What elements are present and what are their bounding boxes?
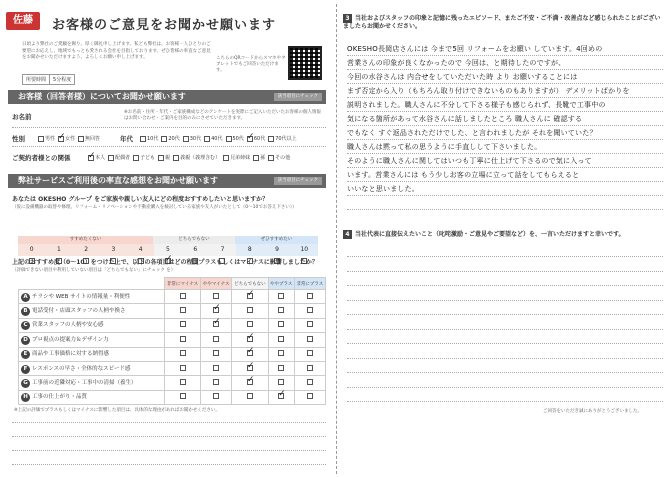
rating-checkbox[interactable] — [278, 379, 284, 385]
ruled-line — [347, 125, 663, 126]
item-label: チラシや WEB サイトの情報量・利便性 — [32, 293, 131, 300]
rating-checkbox[interactable] — [180, 379, 186, 385]
rating-cell — [294, 376, 325, 390]
rating-cell — [201, 347, 232, 361]
right-page — [336, 4, 666, 474]
rating-cell — [268, 318, 294, 332]
qr-code-icon[interactable] — [288, 46, 322, 80]
rating-checkbox[interactable] — [180, 393, 186, 399]
rating-table — [18, 277, 326, 405]
rating-cell — [232, 376, 268, 390]
q4-ruled-line[interactable] — [347, 401, 663, 402]
gender-option[interactable]: 男性 — [38, 135, 55, 142]
rating-cell — [232, 347, 268, 361]
section1-title: お客様（回答者様）についてお聞かせ願います — [18, 92, 186, 101]
relation-option[interactable]: ✓ 本人 — [88, 154, 105, 161]
rating-checkbox[interactable] — [307, 293, 313, 299]
time-label: 所要時間 — [26, 77, 47, 83]
rating-checkbox[interactable] — [247, 393, 253, 399]
rating-cell — [165, 347, 201, 361]
checkbox[interactable] — [268, 136, 274, 142]
checkbox[interactable] — [253, 155, 259, 161]
relation-option[interactable]: その他 — [268, 154, 290, 161]
rating-cell — [165, 333, 201, 347]
ruled-line — [347, 153, 663, 154]
checkbox[interactable] — [226, 136, 232, 142]
ruled-line — [347, 139, 663, 140]
rating-header: 非常にマイナス — [165, 278, 201, 290]
rating-cell — [201, 290, 232, 304]
checkbox[interactable] — [173, 155, 179, 161]
ruled-line — [347, 69, 663, 70]
rating-checkbox[interactable] — [307, 365, 313, 371]
rating-checkbox[interactable] — [180, 365, 186, 371]
scale-labels — [18, 236, 318, 244]
time-value: 5分程度 — [49, 75, 74, 84]
item-label: 工事の仕上がり・品質 — [32, 394, 88, 401]
scale-number: 8 — [236, 244, 263, 256]
rating-checkbox[interactable] — [247, 350, 253, 356]
answer-text-line: いいなと思いました。 — [347, 185, 419, 193]
rating-cell — [268, 390, 294, 404]
question-1-text: あなたは OKESHO グループ をご家族や親しい友人にどの程度おすすめしたいと思いますか？ — [12, 196, 269, 203]
rating-cell — [294, 390, 325, 404]
checkbox[interactable] — [204, 136, 210, 142]
rating-checkbox[interactable] — [278, 321, 284, 327]
rating-cell — [165, 304, 201, 318]
relation-option[interactable]: 義親（義理含む） — [173, 154, 220, 161]
age-option[interactable]: 70代以上 — [268, 135, 296, 142]
rating-header: ややプラス — [268, 278, 294, 290]
rating-checkbox[interactable] — [213, 321, 219, 327]
rating-checkbox[interactable] — [213, 336, 219, 342]
checkbox[interactable] — [133, 155, 139, 161]
rating-cell — [165, 318, 201, 332]
item-label: 電話受付・店頭スタッフの人柄や換さ — [32, 308, 126, 315]
answer-text-line: まず否定から入り（もちろん取り付けできないものもありますが） デメリットばかりを — [347, 87, 630, 95]
question-2-text: 上記のおすすめ度（0〜10）をつけた上で、以下の各項目はどの程度プラスもしくはマイナスに影響しましたか？ — [12, 259, 318, 266]
rating-checkbox[interactable] — [307, 307, 313, 313]
rating-cell — [268, 333, 294, 347]
scale-number: 3 — [100, 244, 127, 256]
relation-option[interactable]: 兄弟姉妹 — [223, 154, 250, 161]
rating-header: ややマイナス — [201, 278, 232, 290]
rating-checkbox[interactable] — [278, 393, 284, 399]
rating-checkbox[interactable] — [180, 336, 186, 342]
q4-ruled-line[interactable] — [347, 329, 663, 330]
intro-text: 日頃より弊社のご愛顧を賜り、厚く御礼申し上げます。私ども弊社は、お客様一人ひとりのご要望にお応えし、地域でもっとも愛される会社を目指しております。ぜひ皆様の率直なご意見をお聞かせいただけますよう、よろしくお願い申し上げます。 — [22, 42, 211, 60]
table-row — [19, 376, 326, 390]
rating-cell — [294, 318, 325, 332]
question-3 — [343, 14, 661, 31]
question-1 — [12, 196, 324, 212]
rating-cell — [294, 333, 325, 347]
rating-checkbox[interactable] — [213, 350, 219, 356]
scale-number: 0 — [18, 244, 45, 256]
rating-header-row — [19, 278, 326, 290]
comment-line[interactable] — [12, 422, 326, 423]
item-letter: E — [21, 350, 30, 359]
rating-cell — [268, 304, 294, 318]
rating-item — [19, 361, 165, 375]
name-label: お名前 — [12, 113, 32, 121]
rating-item — [19, 347, 165, 361]
item-letter: G — [21, 379, 30, 388]
rating-checkbox[interactable] — [180, 307, 186, 313]
rating-cell — [201, 318, 232, 332]
rating-checkbox[interactable] — [213, 293, 219, 299]
rating-cell — [268, 347, 294, 361]
q4-ruled-line[interactable] — [347, 387, 663, 388]
question-1-sub: （仮に設備機器の取替や修理、リフォーム・リノベーションや不動産購入を検討している家族や友人がいたとして（0〜10でお答え下さい）） — [12, 205, 297, 210]
rating-cell — [232, 333, 268, 347]
rating-checkbox[interactable] — [307, 336, 313, 342]
scale-number: 1 — [45, 244, 72, 256]
scale-number: 9 — [263, 244, 290, 256]
rating-cell — [201, 333, 232, 347]
footnote: ※上記の評価でプラスもしくはマイナスに影響した項目は、具体的な理由があればお聞かせください。 — [14, 408, 220, 413]
rating-checkbox[interactable] — [247, 307, 253, 313]
q4-ruled-line[interactable] — [347, 300, 663, 301]
question-2-sub: （評価できない項目や利用していない項目は「どちらでもない」にチェック を） — [12, 268, 176, 273]
comment-line[interactable] — [12, 436, 326, 437]
rating-header: どちらでもない — [232, 278, 268, 290]
rating-header: 非常にプラス — [294, 278, 325, 290]
question-4-text: 当社代表に直接伝えたいこと（叱咤激励・ご意見やご要望など）を、一言いただけますと幸いです。 — [355, 231, 625, 238]
gender-options — [38, 135, 100, 142]
section2-header — [8, 174, 326, 188]
scale-number: 10 — [291, 244, 318, 256]
rating-cell — [232, 290, 268, 304]
ruled-line — [347, 209, 663, 210]
rating-body — [19, 290, 326, 405]
rating-checkbox[interactable] — [247, 336, 253, 342]
answer-text-line: そのように職人さんに関してはいつも丁寧に仕上げて下さるので気に入って — [347, 157, 592, 165]
item-label: レスポンスの早さ・全体的なスピード感 — [32, 365, 131, 372]
scale-number: 5 — [154, 244, 181, 256]
ruled-line — [347, 55, 663, 56]
age-label: 年代 — [120, 135, 133, 143]
rating-item — [19, 333, 165, 347]
name-stamp: 佐藤 — [6, 12, 40, 30]
relation-option[interactable]: 配偶者 — [108, 154, 130, 161]
qr-note: こちらのQRコードからスマホやタブレットでもご回答いただけます。 — [216, 56, 286, 73]
age-option[interactable]: 50代 — [226, 135, 244, 142]
q4-ruled-line[interactable] — [347, 358, 663, 359]
rating-item — [19, 376, 165, 390]
rating-cell — [232, 318, 268, 332]
rating-checkbox[interactable] — [247, 293, 253, 299]
rating-checkbox[interactable] — [307, 379, 313, 385]
item-letter: C — [21, 321, 30, 330]
answer-text-line: 気になる箇所があって水谷さんに話しましたところ 職人さんに 確認する — [347, 115, 583, 123]
rating-checkbox[interactable] — [213, 365, 219, 371]
rating-checkbox[interactable] — [278, 365, 284, 371]
checkbox[interactable] — [140, 136, 146, 142]
table-row — [19, 304, 326, 318]
scale-number: 6 — [182, 244, 209, 256]
rating-checkbox[interactable] — [247, 321, 253, 327]
rating-cell — [165, 361, 201, 375]
checkbox[interactable] — [88, 155, 94, 161]
ruled-line — [347, 167, 663, 168]
table-row — [19, 347, 326, 361]
thanks-note: ご回答をいただき誠にありがとうございました。 — [543, 409, 642, 414]
rating-cell — [268, 361, 294, 375]
table-row — [19, 318, 326, 332]
name-field[interactable] — [12, 127, 326, 128]
relation-option[interactable]: 孫 — [253, 154, 265, 161]
gender-label: 性別 — [12, 135, 25, 143]
rating-cell — [201, 390, 232, 404]
age-option[interactable]: 30代 — [183, 135, 201, 142]
rating-cell — [201, 376, 232, 390]
relation-label: ご契約者様との関係 — [12, 154, 71, 162]
q4-ruled-line[interactable] — [347, 271, 663, 272]
rating-cell — [165, 290, 201, 304]
rating-cell — [232, 361, 268, 375]
age-option[interactable]: 10代 — [140, 135, 158, 142]
relation-option[interactable]: 親 — [158, 154, 170, 161]
checkbox[interactable] — [58, 136, 64, 142]
scale-number: 4 — [127, 244, 154, 256]
section2-tag: 該当項目にチェック — [274, 177, 322, 185]
checkbox[interactable] — [108, 155, 114, 161]
answer-text-line: OKESHO長岡店さんには 今まで5回 リフォームをお願い しています。4回めの — [347, 45, 603, 53]
divider — [12, 146, 326, 147]
rating-checkbox[interactable] — [213, 393, 219, 399]
item-letter: A — [21, 293, 30, 302]
relation-option[interactable]: 子ども — [133, 154, 155, 161]
item-label: 営業スタッフの人柄や安心感 — [32, 322, 104, 329]
answer-text-line: でもなく すぐ返品されただけでした、と言われましたが それを聞いていた？ — [347, 129, 597, 137]
rating-item — [19, 390, 165, 404]
answer-text-line: 営業さんの印象が良くなかったので 今回は、と期待したのですが、 — [347, 59, 566, 67]
rating-item — [19, 318, 165, 332]
name-note: ※お名前・住所・年代・ご家族構成などのアンケートを実際にご記入いただいたお客様の個人情報はお問い合わせ・ご案内を目的のみにさせていただきます。 — [124, 110, 321, 121]
question-3-number: 3 — [343, 14, 352, 23]
ruled-line — [347, 111, 663, 112]
scale-label-neutral: どちらでもない — [153, 236, 235, 244]
gender-option[interactable]: ✓ 女性 — [58, 135, 75, 142]
time-box — [22, 74, 75, 85]
rating-cell — [201, 361, 232, 375]
rating-cell — [268, 290, 294, 304]
section2-title: 弊社サービスご利用後の率直な感想をお聞かせ願います — [18, 176, 218, 185]
page-title: お客様のご意見をお聞かせ願います — [52, 18, 277, 33]
table-row — [19, 390, 326, 404]
ruled-line — [347, 83, 663, 84]
checkbox[interactable] — [223, 155, 229, 161]
rating-checkbox[interactable] — [180, 321, 186, 327]
rating-cell — [232, 390, 268, 404]
table-row — [19, 333, 326, 347]
rating-checkbox[interactable] — [180, 350, 186, 356]
checkbox[interactable] — [247, 136, 253, 142]
section1-tag: 該当項目にチェック — [274, 93, 322, 101]
rating-checkbox[interactable] — [307, 350, 313, 356]
checkbox[interactable] — [38, 136, 44, 142]
item-letter: H — [21, 393, 30, 402]
rating-checkbox[interactable] — [180, 293, 186, 299]
rating-item — [19, 290, 165, 304]
rating-cell — [294, 361, 325, 375]
q4-ruled-line[interactable] — [347, 314, 663, 315]
rating-header-blank — [19, 278, 165, 290]
checkbox[interactable] — [78, 136, 84, 142]
rating-checkbox[interactable] — [278, 307, 284, 313]
item-letter: B — [21, 307, 30, 316]
scale-number: 7 — [209, 244, 236, 256]
checkbox[interactable] — [161, 136, 167, 142]
q4-ruled-line[interactable] — [347, 285, 663, 286]
scale-number: 2 — [73, 244, 100, 256]
scale-label-negative: すすめたくない — [18, 236, 153, 244]
question-2 — [12, 259, 324, 275]
comment-line[interactable] — [12, 450, 326, 451]
rating-checkbox[interactable] — [247, 365, 253, 371]
rating-checkbox[interactable] — [307, 393, 313, 399]
rating-checkbox[interactable] — [278, 350, 284, 356]
item-label: 商品や工事価格に対する納得感 — [32, 351, 110, 358]
answer-text-line: 今回の水谷さんは 内合せをしていただいた時 より お願いすることには — [347, 73, 578, 81]
ruled-line — [347, 97, 663, 98]
q4-ruled-line[interactable] — [347, 372, 663, 373]
rating-checkbox[interactable] — [278, 336, 284, 342]
table-row — [19, 290, 326, 304]
rating-checkbox[interactable] — [213, 307, 219, 313]
rating-cell — [165, 390, 201, 404]
answer-text-line: います。営業さんには もう少しお客の立場に立って話をしてもらえると — [347, 171, 580, 179]
rating-cell — [294, 290, 325, 304]
item-label: 工事前の近隣対応・工事中の清掃（養生） — [32, 380, 137, 387]
item-letter: F — [21, 365, 30, 374]
q4-ruled-line[interactable] — [347, 343, 663, 344]
scale-label-positive: ぜひすすめたい — [235, 236, 318, 244]
checkbox[interactable] — [158, 155, 164, 161]
rating-item — [19, 304, 165, 318]
age-option[interactable]: 20代 — [161, 135, 179, 142]
question-4-number: 4 — [343, 230, 352, 239]
rating-checkbox[interactable] — [247, 379, 253, 385]
relation-options — [88, 154, 290, 161]
rating-cell — [232, 304, 268, 318]
gender-option[interactable]: 無回答 — [78, 135, 100, 142]
rating-checkbox[interactable] — [307, 321, 313, 327]
age-options — [140, 135, 297, 142]
checkbox[interactable] — [183, 136, 189, 142]
rating-cell — [201, 304, 232, 318]
ruled-line — [347, 195, 663, 196]
comment-line[interactable] — [12, 464, 326, 465]
rating-checkbox[interactable] — [213, 379, 219, 385]
ruled-line — [347, 181, 663, 182]
rating-cell — [165, 376, 201, 390]
age-option[interactable]: ✓ 60代 — [247, 135, 265, 142]
item-letter: D — [21, 336, 30, 345]
checkbox[interactable] — [268, 155, 274, 161]
left-page — [4, 4, 328, 474]
item-label: プロ視点の提案力＆デザイン力 — [32, 336, 109, 343]
q4-ruled-line[interactable] — [347, 256, 663, 257]
question-4 — [343, 230, 661, 239]
rating-cell — [268, 376, 294, 390]
section1-header — [8, 90, 326, 104]
age-option[interactable]: 40代 — [204, 135, 222, 142]
table-row — [19, 361, 326, 375]
answer-text-line: 説明されました。職人さんに不分して下さる様子も感じられず、長靴で工事中の — [347, 101, 606, 109]
answer-text-line: 職人さんは黙って私の思うように手直しして下さいました。 — [347, 143, 542, 151]
rating-checkbox[interactable] — [278, 293, 284, 299]
rating-cell — [294, 304, 325, 318]
question-3-text: 当社およびスタッフの印象と記憶に残ったエピソード、またご不安・ご不満・改善点など感じられたことがございましたらお聞かせください。 — [343, 15, 661, 30]
rating-cell — [294, 347, 325, 361]
